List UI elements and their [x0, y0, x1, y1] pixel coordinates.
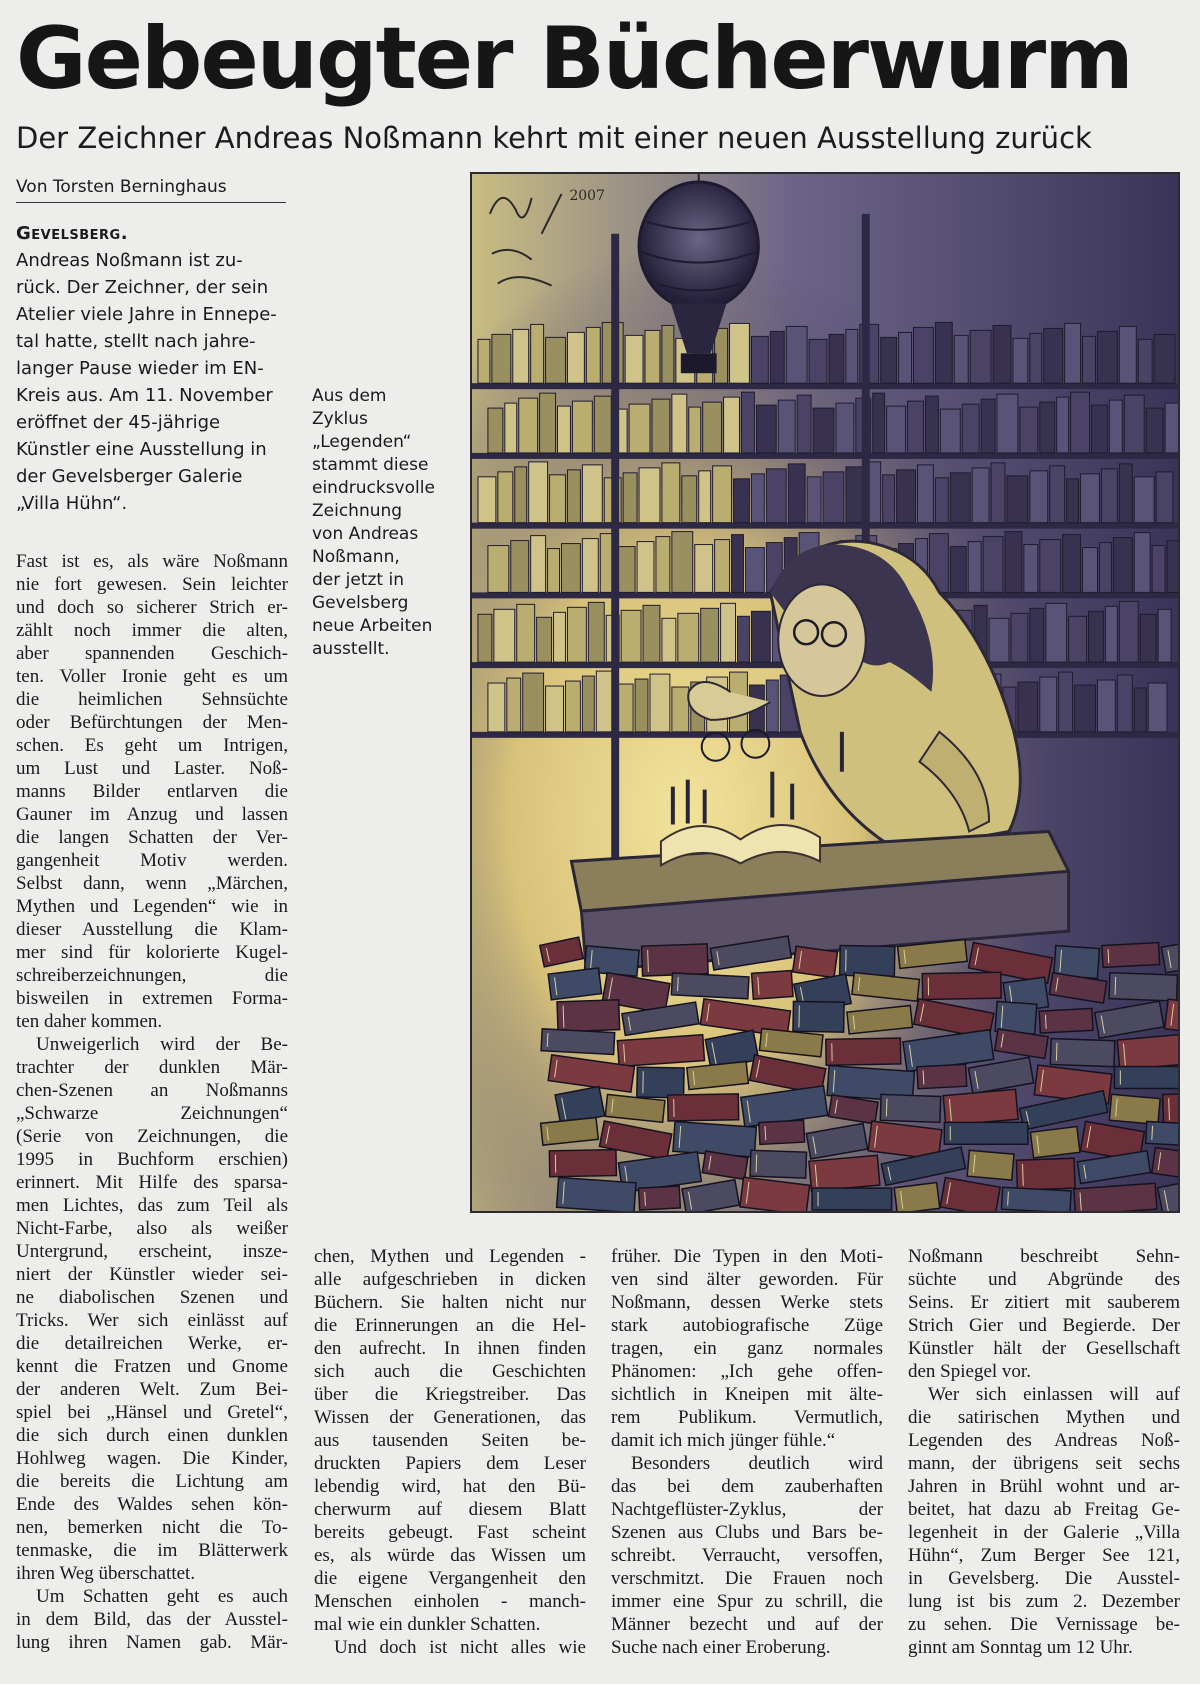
lead-text: [16, 247, 286, 517]
text-line: Fast ist es, als wäre Noßmann: [16, 551, 288, 572]
text-line: spiel bei „Hänsel und Gretel“,: [16, 1402, 288, 1423]
subheadline: Der Zeichner Andreas Noßmann kehrt mit einer neuen Ausstellung zurück: [16, 121, 1092, 155]
lead-paragraph: [16, 220, 286, 517]
text-line: Tricks. Wer sich einlässt auf: [16, 1310, 288, 1331]
text-line: bereits gebeugt. Fast scheint: [314, 1522, 586, 1543]
text-line: chen, Mythen und Legenden -: [314, 1246, 586, 1267]
text-line: Hohlweg wagen. Die Kinder,: [16, 1448, 288, 1469]
text-line: die Erinnerungen an die Hel-: [314, 1315, 586, 1336]
text-line: ne diabolischen Szenen und: [16, 1287, 288, 1308]
text-line: Büchern. Sie halten nicht nur: [314, 1292, 586, 1313]
text-line: tenmaske, die im Blätterwerk: [16, 1540, 288, 1561]
headline: Gebeugter Bücherwurm: [16, 9, 1132, 109]
text-line: Jahren in Brühl wohnt und ar-: [908, 1476, 1180, 1497]
text-line: die heimlichen Sehnsüchte: [16, 689, 288, 710]
signature-year: 2007: [569, 187, 605, 204]
body-column-4: [908, 1245, 1180, 1659]
text-line: sichtlich in Kneipen mit älte-: [611, 1384, 883, 1405]
lead-line: rück. Der Zeichner, der sein: [16, 277, 269, 298]
text-line: mal wie ein dunkler Schatten.: [314, 1614, 541, 1635]
text-line: Wissen der Generationen, das: [314, 1407, 586, 1428]
lead-line: Künstler eine Ausstellung in: [16, 439, 267, 460]
text-line: stark autobiografische Züge: [611, 1315, 883, 1336]
lead-line: „Villa Hühn“.: [16, 493, 128, 514]
text-line: lung ist bis zum 2. Dezember: [908, 1591, 1180, 1612]
text-line: (Serie von Zeichnungen, die: [16, 1126, 288, 1147]
text-line: Untergrund, erscheint, insze-: [16, 1241, 288, 1262]
lead-line: tal hatte, stellt nach jahre-: [16, 331, 256, 352]
lead-line: Atelier viele Jahre in Ennepe-: [16, 304, 277, 325]
text-line: schreiberzeichnungen, die: [16, 965, 288, 986]
text-line: Legenden des Andreas Noß-: [908, 1430, 1180, 1451]
text-line: das bei dem zauberhaften: [611, 1476, 883, 1497]
text-line: Nicht-Farbe, also als weißer: [16, 1218, 288, 1239]
text-line: Gauner im Anzug und lassen: [16, 804, 288, 825]
text-line: über die Kriegstreiber. Das: [314, 1384, 586, 1405]
image-caption: [312, 385, 442, 661]
text-line: alle aufgeschrieben in dicken: [314, 1269, 586, 1290]
caption-line: Zeichnung: [312, 501, 403, 521]
text-line: die sich durch einen dunklen: [16, 1425, 288, 1446]
lead-line: langer Pause wieder im EN-: [16, 358, 264, 379]
text-line: Suche nach einer Eroberung.: [611, 1637, 831, 1658]
text-line: Seins. Er zitiert mit sauberem: [908, 1292, 1180, 1313]
text-line: zu sehen. Die Vernissage be-: [908, 1614, 1180, 1635]
text-line: verschmitzt. Die Frauen noch: [611, 1568, 883, 1589]
text-line: lung ihren Namen gab. Mär-: [16, 1632, 288, 1653]
text-line: Ende des Waldes sehen kön-: [16, 1494, 288, 1515]
text-line: 1995 in Buchform erschien): [16, 1149, 288, 1170]
text-line: manns Bilder entlarven die: [16, 781, 288, 802]
caption-line: neue Arbeiten: [312, 616, 433, 636]
text-line: Und doch ist nicht alles wie: [334, 1637, 586, 1658]
text-line: Mythen und Legenden“ wie in: [16, 896, 288, 917]
text-line: aber spannenden Geschich-: [16, 643, 288, 664]
text-line: süchte und Abgründe des: [908, 1269, 1180, 1290]
caption-line: ausstellt.: [312, 639, 390, 659]
text-line: Strich Gier und Begierde. Der: [908, 1315, 1180, 1336]
caption-line: eindrucksvolle: [312, 478, 435, 498]
illustration-bookworm: [470, 172, 1180, 1213]
text-line: trachter der dunklen Mär-: [16, 1057, 288, 1078]
text-line: mer sind für kolorierte Kugel-: [16, 942, 288, 963]
text-line: Männer bezecht und auf der: [611, 1614, 883, 1635]
text-line: Wer sich einlassen will auf: [928, 1384, 1180, 1405]
text-line: nen, bemerken nicht die To-: [16, 1517, 288, 1538]
text-line: es, als würde das Wissen um: [314, 1545, 586, 1566]
text-line: schreibt. Verraucht, versoffen,: [611, 1545, 883, 1566]
text-line: Szenen aus Clubs und Bars be-: [611, 1522, 883, 1543]
illustration-drawing: [472, 174, 1178, 1211]
text-line: Noßmann, dessen Werke stets: [611, 1292, 883, 1313]
text-line: bisweilen in extremen Forma-: [16, 988, 288, 1009]
text-line: ginnt am Sonntag um 12 Uhr.: [908, 1637, 1133, 1658]
text-line: in Gevelsberg. Die Ausstel-: [908, 1568, 1180, 1589]
text-line: früher. Die Typen in den Moti-: [611, 1246, 883, 1267]
text-line: der anderen Welt. Zum Bei-: [16, 1379, 288, 1400]
text-line: und doch so sicherer Strich er-: [16, 597, 288, 618]
text-line: den Spiegel vor.: [908, 1361, 1031, 1382]
text-line: zählt noch immer die alten,: [16, 620, 288, 641]
caption-line: Zyklus: [312, 409, 368, 429]
caption-line: der jetzt in: [312, 570, 404, 590]
text-line: sich auch die Geschichten: [314, 1361, 586, 1382]
text-line: mann, der übrigens seit sechs: [908, 1453, 1180, 1474]
text-line: in dem Bild, das der Ausstel-: [16, 1609, 288, 1630]
text-line: chen-Szenen an Noßmanns: [16, 1080, 288, 1101]
text-line: ten daher kommen.: [16, 1011, 163, 1032]
dateline: Gevelsberg.: [16, 223, 129, 244]
text-line: dieser Ausstellung die Klam-: [16, 919, 288, 940]
text-line: oder Befürchtungen der Men-: [16, 712, 288, 733]
text-line: nie fort gewesen. Sein leichter: [16, 574, 288, 595]
text-line: Künstler hält der Gesellschaft: [908, 1338, 1180, 1359]
body-column-3: [611, 1245, 883, 1659]
caption-line: Aus dem: [312, 386, 387, 406]
text-line: legenheit in der Galerie „Villa: [908, 1522, 1180, 1543]
text-line: beitet, hat dazu ab Freitag Ge-: [908, 1499, 1180, 1520]
text-line: men Lichtes, das zum Teil als: [16, 1195, 288, 1216]
text-line: druckten Papiers dem Leser: [314, 1453, 586, 1474]
text-line: ten. Voller Ironie geht es um: [16, 666, 288, 687]
lead-line: der Gevelsberger Galerie: [16, 466, 243, 487]
text-line: „Schwarze Zeichnungen“: [16, 1103, 288, 1124]
lead-line: Andreas Noßmann ist zu-: [16, 250, 243, 271]
text-line: Menschen einholen - manch-: [314, 1591, 586, 1612]
caption-line: stammt diese: [312, 455, 429, 475]
text-line: immer eine Spur zu schrill, die: [611, 1591, 883, 1612]
text-line: gangenheit Motiv werden.: [16, 850, 288, 871]
text-line: ihren Weg überschattet.: [16, 1563, 196, 1584]
caption-line: „Legenden“: [312, 432, 412, 452]
text-line: Nachtgeflüster-Zyklus, der: [611, 1499, 883, 1520]
lead-line: eröffnet der 45-jährige: [16, 412, 221, 433]
text-line: um Lust und Laster. Noß-: [16, 758, 288, 779]
body-column-2: [314, 1245, 586, 1659]
text-line: aus tausenden Seiten be-: [314, 1430, 586, 1451]
text-line: ven sind älter geworden. Für: [611, 1269, 883, 1290]
caption-line: von Andreas: [312, 524, 419, 544]
text-line: damit ich mich jünger fühle.“: [611, 1430, 836, 1451]
text-line: kennt die Fratzen und Gnome: [16, 1356, 288, 1377]
body-column-1: [16, 550, 288, 1654]
text-line: Selbst dann, wenn „Märchen,: [16, 873, 288, 894]
text-line: erinnert. Mit Hilfe des sparsa-: [16, 1172, 288, 1193]
text-line: die detailreichen Werke, er-: [16, 1333, 288, 1354]
caption-line: Noßmann,: [312, 547, 400, 567]
text-line: den aufrecht. In ihnen finden: [314, 1338, 586, 1359]
text-line: Besonders deutlich wird: [631, 1453, 883, 1474]
caption-line: Gevelsberg: [312, 593, 409, 613]
text-line: Phänomen: „Ich gehe offen-: [611, 1361, 883, 1382]
byline: Von Torsten Berninghaus: [16, 174, 286, 203]
text-line: die langen Schatten der Ver-: [16, 827, 288, 848]
text-line: Noßmann beschreibt Sehn-: [908, 1246, 1180, 1267]
text-line: schen. Es geht um Intrigen,: [16, 735, 288, 756]
text-line: niert der Künstler wieder sei-: [16, 1264, 288, 1285]
text-line: tragen, ein ganz normales: [611, 1338, 883, 1359]
lead-line: Kreis aus. Am 11. November: [16, 385, 273, 406]
text-line: Um Schatten geht es auch: [36, 1586, 288, 1607]
text-line: die eigene Vergangenheit den: [314, 1568, 586, 1589]
text-line: cherwurm auf diesem Blatt: [314, 1499, 586, 1520]
text-line: die bereits die Lichtung am: [16, 1471, 288, 1492]
text-line: lebendig wird, hat den Bü-: [314, 1476, 586, 1497]
text-line: Unweigerlich wird der Be-: [36, 1034, 288, 1055]
text-line: die satirischen Mythen und: [908, 1407, 1180, 1428]
text-line: rem Publikum. Vermutlich,: [611, 1407, 883, 1428]
text-line: Hühn“, Zum Berger See 121,: [908, 1545, 1180, 1566]
